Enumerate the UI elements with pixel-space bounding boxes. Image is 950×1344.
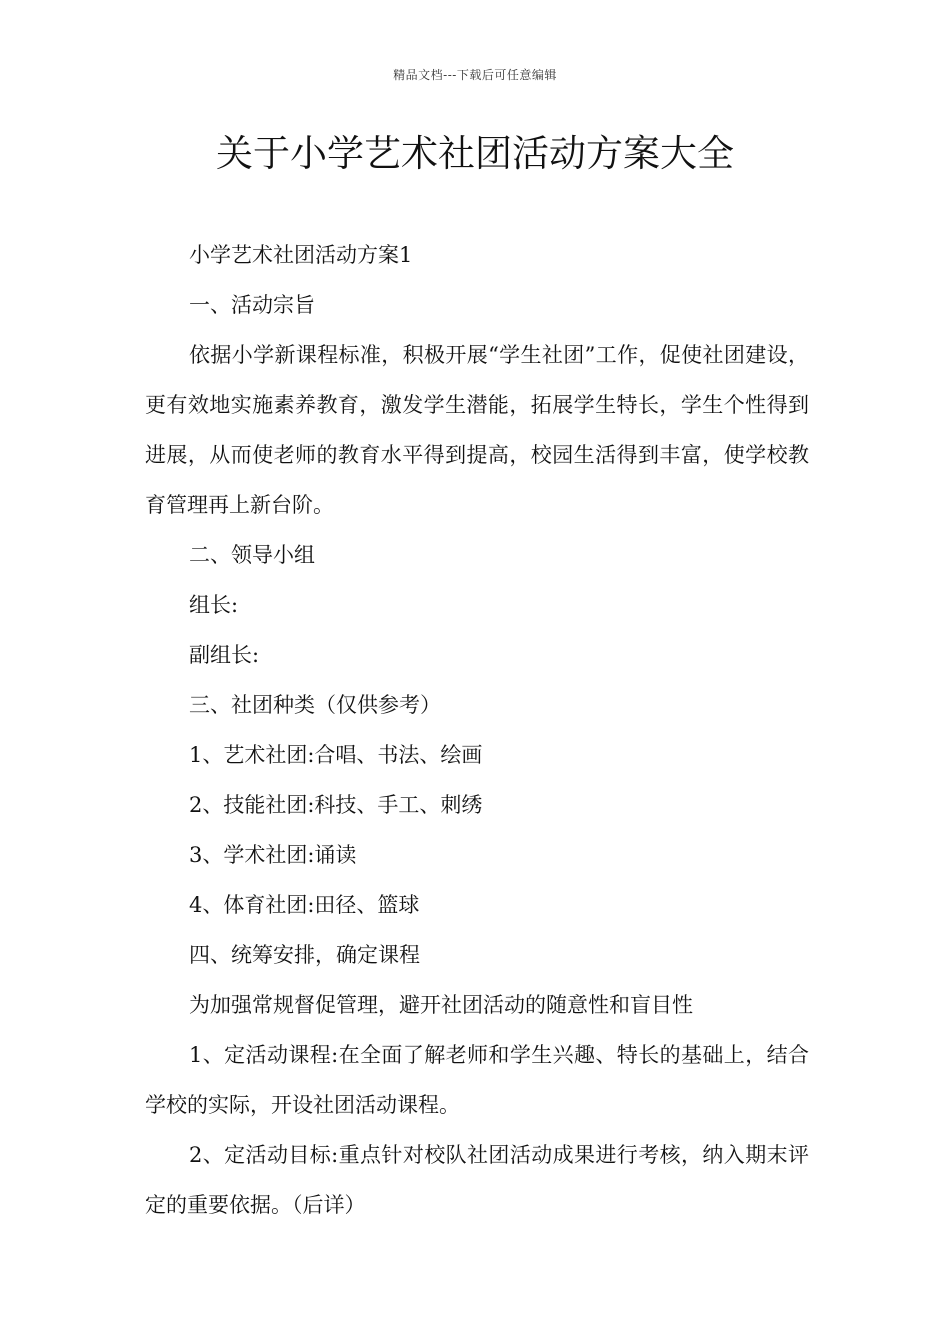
list-item-skills-club: 2、技能社团:科技、手工、刺绣 bbox=[189, 793, 483, 817]
paragraph-purpose: 依据小学新课程标准，积极开展“学生社团”工作，促使社团建设，更有效地实施素养教育，激发学生潜能，拓展学生特长，学生个性得到进展，从而使老师的教育水平得到提高，校园生活得到丰富，使学校教育管理再上新台阶。 bbox=[145, 343, 809, 517]
leader-line: 组长: bbox=[189, 593, 239, 617]
list-item-sports-club: 4、体育社团:田径、篮球 bbox=[189, 893, 420, 917]
list-item-academic-club: 3、学术社团:诵读 bbox=[189, 843, 357, 867]
deputy-leader-line: 副组长: bbox=[189, 643, 260, 667]
section-heading-plan-1: 小学艺术社团活动方案1 bbox=[189, 243, 413, 267]
list-item-art-club: 1、艺术社团:合唱、书法、绘画 bbox=[189, 743, 483, 767]
section-heading-arrangement: 四、统筹安排，确定课程 bbox=[189, 943, 420, 967]
section-heading-purpose: 一、活动宗旨 bbox=[189, 293, 315, 317]
document-body bbox=[145, 230, 809, 1230]
section-heading-leadership: 二、领导小组 bbox=[189, 543, 315, 567]
paragraph-goals: 2、定活动目标:重点针对校队社团活动成果进行考核，纳入期末评定的重要依据。（后详） bbox=[145, 1143, 809, 1217]
paragraph-management: 为加强常规督促管理，避开社团活动的随意性和盲目性 bbox=[189, 993, 693, 1017]
section-heading-club-types: 三、社团种类（仅供参考） bbox=[189, 693, 441, 717]
document-title: 关于小学艺术社团活动方案大全 bbox=[216, 132, 734, 175]
page-header-note: 精品文档---下载后可任意编辑 bbox=[393, 68, 557, 82]
paragraph-courses: 1、定活动课程:在全面了解老师和学生兴趣、特长的基础上，结合学校的实际，开设社团活动课程。 bbox=[145, 1043, 809, 1117]
